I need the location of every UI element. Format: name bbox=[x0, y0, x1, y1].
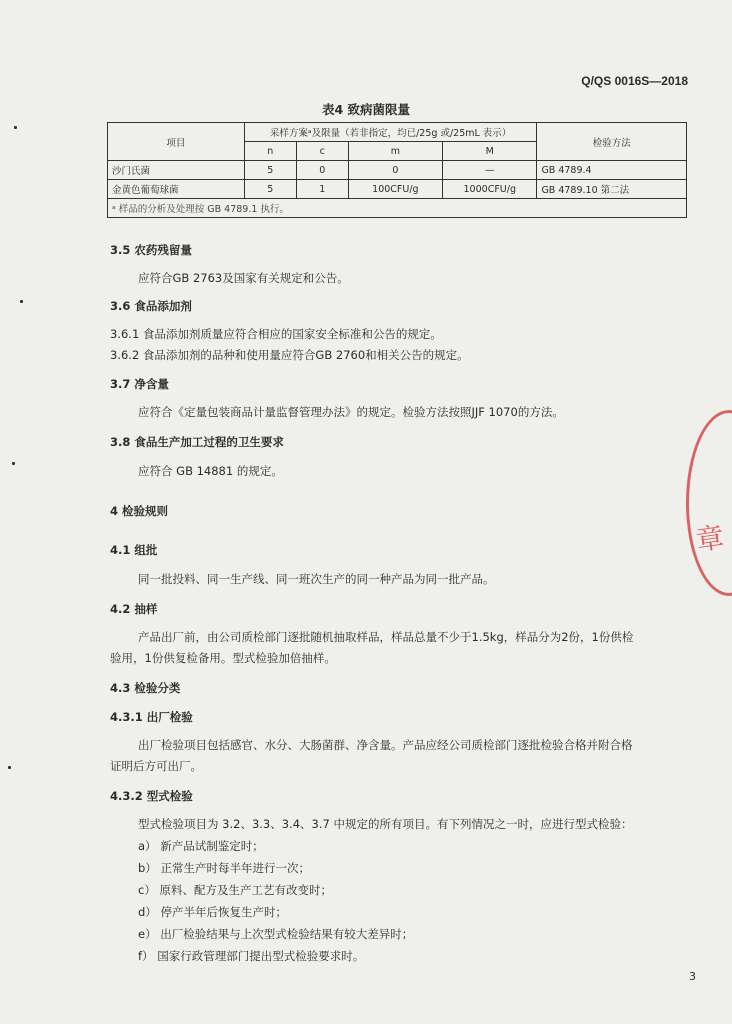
cell-item: 金黄色葡萄球菌 bbox=[108, 180, 245, 199]
list-item: d） 停产半年后恢复生产时； bbox=[138, 905, 287, 919]
cell-n: 5 bbox=[244, 161, 296, 180]
col-header-item: 项目 bbox=[108, 123, 245, 161]
cell-method: GB 4789.10 第二法 bbox=[537, 180, 687, 199]
section-4-2-title: 4.2 抽样 bbox=[110, 602, 158, 616]
section-4-3-1-text-line1: 出厂检验项目包括感官、水分、大肠菌群、净含量。产品应经公司质检部门逐批检验合格并附合格 bbox=[138, 738, 633, 752]
stamp-char: 章 bbox=[693, 520, 727, 558]
pathogen-limit-table bbox=[107, 122, 687, 218]
cell-M: — bbox=[443, 161, 537, 180]
table-row bbox=[108, 161, 687, 180]
section-3-6-2: 3.6.2 食品添加剂的品种和使用量应符合GB 2760和相关公告的规定。 bbox=[110, 348, 469, 362]
section-4-3-title: 4.3 检验分类 bbox=[110, 681, 181, 695]
section-4-1-title: 4.1 组批 bbox=[110, 543, 158, 557]
cell-m: 100CFU/g bbox=[348, 180, 442, 199]
cell-method: GB 4789.4 bbox=[537, 161, 687, 180]
section-3-5-text: 应符合GB 2763及国家有关规定和公告。 bbox=[138, 271, 349, 285]
cell-c: 0 bbox=[296, 161, 348, 180]
section-3-6-1: 3.6.1 食品添加剂质量应符合相应的国家安全标准和公告的规定。 bbox=[110, 327, 442, 341]
scan-speck bbox=[12, 462, 15, 465]
table-row bbox=[108, 180, 687, 199]
table-title: 表4 致病菌限量 bbox=[321, 102, 411, 117]
section-4-3-2-title: 4.3.2 型式检验 bbox=[110, 789, 193, 803]
cell-n: 5 bbox=[244, 180, 296, 199]
sub-header-M: M bbox=[443, 142, 537, 161]
section-3-6-title: 3.6 食品添加剂 bbox=[110, 299, 192, 313]
cell-item: 沙门氏菌 bbox=[108, 161, 245, 180]
col-header-plan: 采样方案ᵃ及限量（若非指定，均已/25g 或/25mL 表示） bbox=[244, 123, 537, 142]
list-item: f） 国家行政管理部门提出型式检验要求时。 bbox=[138, 949, 365, 963]
list-item: e） 出厂检验结果与上次型式检验结果有较大差异时； bbox=[138, 927, 414, 941]
section-3-7-title: 3.7 净含量 bbox=[110, 377, 169, 391]
section-4-3-1-text-line2: 证明后方可出厂。 bbox=[110, 759, 202, 773]
scan-speck bbox=[8, 766, 11, 769]
col-header-method: 检验方法 bbox=[537, 123, 687, 161]
scan-speck bbox=[14, 126, 17, 129]
sub-header-m: m bbox=[348, 142, 442, 161]
cell-c: 1 bbox=[296, 180, 348, 199]
sub-header-n: n bbox=[244, 142, 296, 161]
red-stamp bbox=[672, 416, 732, 574]
section-4-2-text-line1: 产品出厂前，由公司质检部门逐批随机抽取样品，样品总量不少于1.5kg，样品分为2份，1份供检 bbox=[138, 630, 634, 644]
list-item: c） 原料、配方及生产工艺有改变时； bbox=[138, 883, 332, 897]
section-3-8-text: 应符合 GB 14881 的规定。 bbox=[138, 464, 283, 478]
list-item: b） 正常生产时每半年进行一次； bbox=[138, 861, 310, 875]
list-item: a） 新产品试制鉴定时； bbox=[138, 839, 264, 853]
scan-speck bbox=[20, 300, 23, 303]
section-4-3-1-title: 4.3.1 出厂检验 bbox=[110, 710, 193, 724]
section-3-8-title: 3.8 食品生产加工过程的卫生要求 bbox=[110, 435, 284, 449]
table-note: ᵃ 样品的分析及处理按 GB 4789.1 执行。 bbox=[108, 199, 687, 218]
section-3-7-text: 应符合《定量包装商品计量监督管理办法》的规定。检验方法按照JJF 1070的方法。 bbox=[138, 405, 564, 419]
section-4-2-text-line2: 验用，1份供复检备用。型式检验加倍抽样。 bbox=[110, 651, 336, 665]
standard-number: Q/QS 0016S—2018 bbox=[581, 74, 688, 88]
section-4-3-2-text: 型式检验项目为 3.2、3.3、3.4、3.7 中规定的所有项目。有下列情况之一时，应进行型式检验： bbox=[138, 817, 633, 831]
sub-header-c: c bbox=[296, 142, 348, 161]
section-4-title: 4 检验规则 bbox=[110, 504, 169, 518]
section-4-1-text: 同一批投料、同一生产线、同一班次生产的同一种产品为同一批产品。 bbox=[138, 572, 495, 586]
cell-m: 0 bbox=[348, 161, 442, 180]
page-number: 3 bbox=[689, 970, 696, 983]
cell-M: 1000CFU/g bbox=[443, 180, 537, 199]
section-3-5-title: 3.5 农药残留量 bbox=[110, 243, 192, 257]
